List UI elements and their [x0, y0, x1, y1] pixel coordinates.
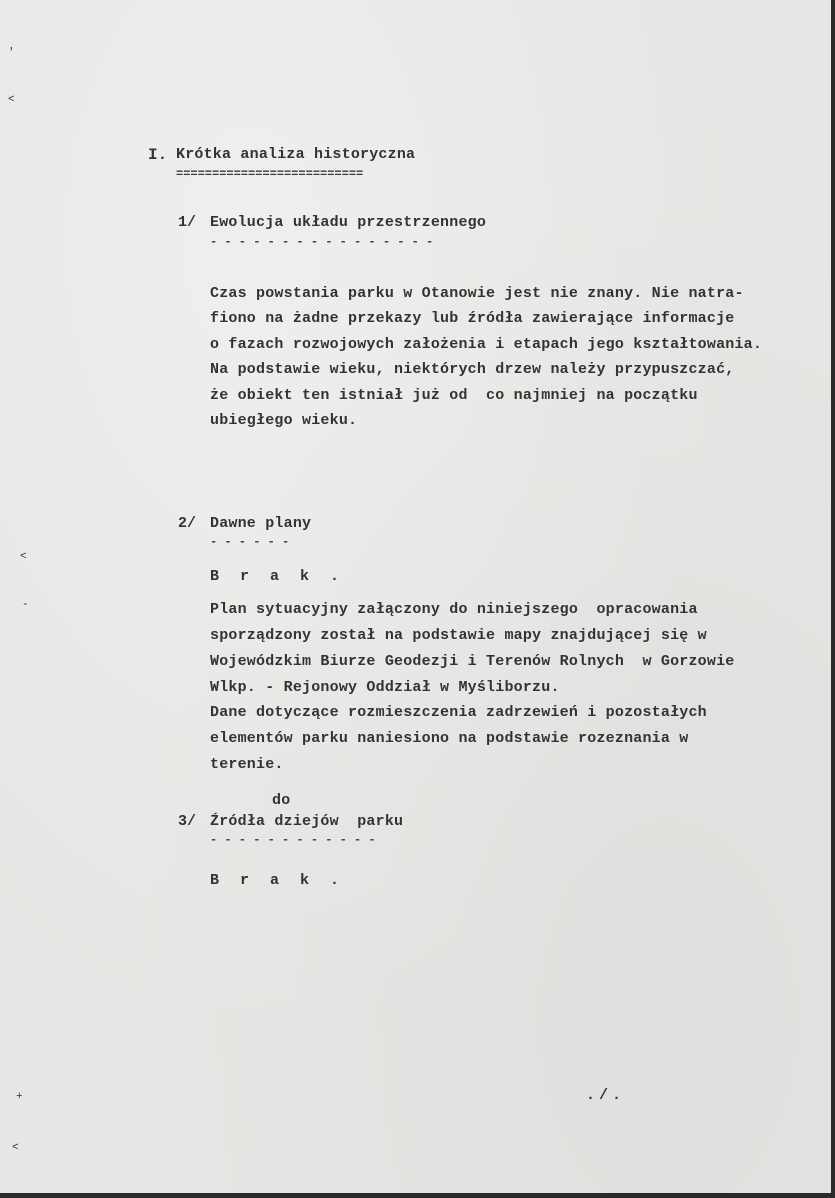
continuation-mark: ./.	[586, 1087, 626, 1104]
paragraph-line: Dane dotyczące rozmieszczenia zadrzewień i pozostałych	[210, 704, 707, 721]
section-number: 3/	[178, 813, 197, 830]
margin-mark: <	[20, 551, 27, 563]
margin-mark: -	[22, 599, 29, 611]
heading-underline: ==========================	[176, 167, 364, 181]
paragraph-line: że obiekt ten istniał już od co najmniej na początku	[210, 387, 698, 404]
handwritten-insertion: do	[272, 792, 291, 809]
paragraph-line: Wlkp. - Rejonowy Oddział w Myśliborzu.	[210, 679, 560, 696]
paragraph-line: Wojewódzkim Biurze Geodezji i Terenów Rolnych w Gorzowie	[210, 653, 735, 670]
section-underline: - - - - - - - - - - - -	[210, 833, 376, 847]
section-number: 2/	[178, 515, 197, 532]
brak-text: B r a k .	[210, 872, 346, 889]
paragraph-line: terenie.	[210, 756, 284, 773]
section-underline: - - - - - - - - - - - - - - - -	[210, 235, 434, 249]
paragraph-line: Czas powstania parku w Otanowie jest nie znany. Nie natra-	[210, 285, 744, 302]
section-title: Źródła dziejów parku	[210, 813, 404, 830]
paragraph-line: fiono na żadne przekazy lub źródła zawierające informacje	[210, 310, 735, 327]
scan-bottom-edge	[0, 1193, 835, 1198]
section-title: Ewolucja układu przestrzennego	[210, 214, 487, 231]
paragraph-line: Na podstawie wieku, niektórych drzew należy przypuszczać,	[210, 361, 735, 378]
scan-right-edge	[831, 0, 835, 1198]
margin-mark: <	[12, 1142, 19, 1154]
heading-title: Krótka analiza historyczna	[176, 146, 416, 163]
paragraph-line: Plan sytuacyjny załączony do niniejszego opracowania	[210, 601, 698, 618]
section-number: 1/	[178, 214, 197, 231]
paragraph-line: elementów parku naniesiono na podstawie rozeznania w	[210, 730, 689, 747]
margin-mark: <	[8, 94, 15, 106]
paragraph-line: ubiegłego wieku.	[210, 412, 358, 429]
section-title: Dawne plany	[210, 515, 312, 532]
margin-mark: '	[8, 47, 15, 59]
brak-text: B r a k .	[210, 568, 346, 585]
paragraph-line: sporządzony został na podstawie mapy znajdującej się w	[210, 627, 707, 644]
section-underline: - - - - - -	[210, 535, 290, 549]
margin-mark: +	[16, 1091, 23, 1103]
paragraph-line: o fazach rozwojowych założenia i etapach jego kształtowania.	[210, 336, 763, 353]
heading-number: I.	[148, 146, 168, 164]
